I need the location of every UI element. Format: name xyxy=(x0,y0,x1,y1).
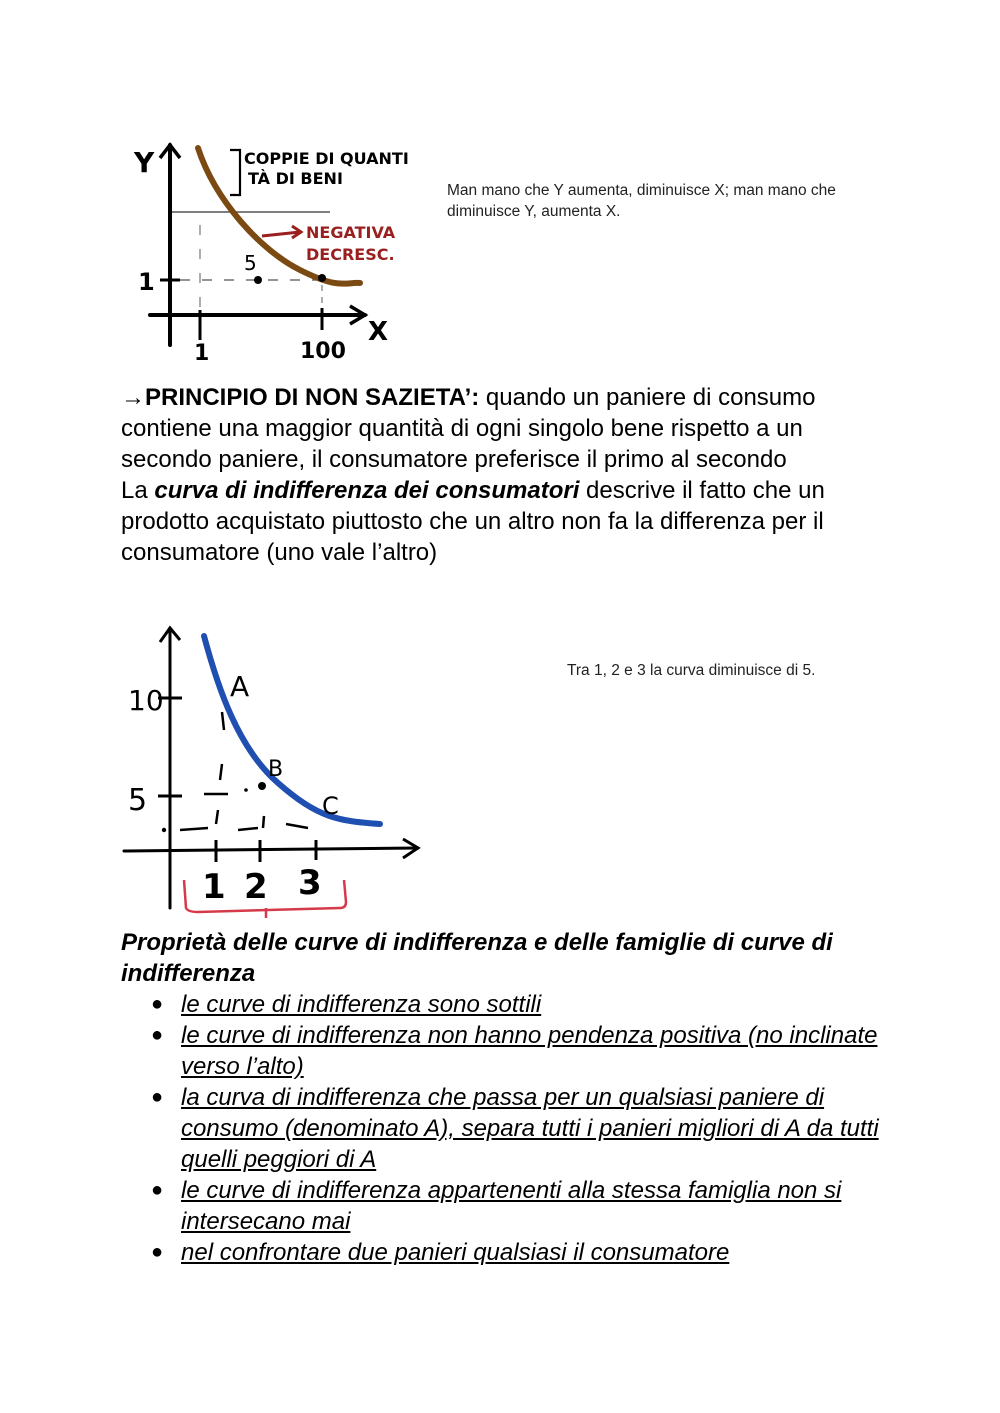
label-coppie-1: COPPIE DI QUANTI xyxy=(244,149,409,168)
point-label-c: C xyxy=(322,792,339,820)
properties-list xyxy=(121,989,881,1268)
point-100 xyxy=(318,274,326,282)
tick-label-x-100: 100 xyxy=(300,339,346,364)
properties-section xyxy=(121,927,881,1268)
point-label-b: B xyxy=(268,757,284,782)
principle-text xyxy=(121,382,881,475)
sketch-2-svg xyxy=(118,618,428,918)
indifference-prefix: La xyxy=(121,477,155,504)
principle-paragraph xyxy=(121,382,881,568)
tick-label-y-1: 1 xyxy=(138,268,155,296)
principle-body: quando un paniere di consumo contiene una maggior quantità di ogni singolo bene rispetto a un secondo paniere, il consumatore preferisce il primo al secondo xyxy=(121,384,816,473)
sketch-1-note: Man mano che Y aumenta, diminuisce X; man mano che diminuisce Y, aumenta X. xyxy=(447,182,836,220)
bullet-icon: ● xyxy=(151,1241,164,1263)
step-mark-b1 xyxy=(220,764,222,780)
indifference-curve xyxy=(204,636,380,824)
label-negativa-2: DECRESC. xyxy=(306,245,395,264)
principle-title: PRINCIPIO DI NON SAZIETA’: xyxy=(145,384,480,411)
properties-heading: Proprietà delle curve di indifferenza e delle famiglie di curve di indifferenza xyxy=(121,929,833,987)
list-item xyxy=(121,1020,881,1082)
arrow-glyph: → xyxy=(121,384,145,411)
sketch-2-note: Tra 1, 2 e 3 la curva diminuisce di 5. xyxy=(567,662,816,679)
step-mark-a xyxy=(222,712,224,730)
point-label-5: 5 xyxy=(244,251,257,275)
point-b-dot xyxy=(258,782,266,790)
list-item-text: nel confrontare due panieri qualsiasi il consumatore xyxy=(181,1239,730,1266)
list-item-text: le curve di indifferenza sono sottili xyxy=(181,991,542,1018)
list-item-text: le curve di indifferenza appartenenti alla stessa famiglia non si intersecano mai xyxy=(181,1177,842,1235)
step-mark-c1 xyxy=(216,810,218,824)
bullet-icon: ● xyxy=(151,1179,164,1201)
list-item xyxy=(121,1082,881,1175)
bullet-icon: ● xyxy=(151,1086,164,1108)
sketch-1-svg xyxy=(120,130,420,365)
x-axis xyxy=(124,848,418,851)
point-5 xyxy=(254,276,262,284)
step-mark-c5 xyxy=(286,824,308,828)
dot-mark xyxy=(244,788,248,792)
step-mark-c3 xyxy=(238,828,258,830)
x-label-1: 1 xyxy=(202,867,226,907)
bullet-icon: ● xyxy=(151,1024,164,1046)
label-x: X xyxy=(368,317,389,347)
step-mark-c4 xyxy=(263,816,264,828)
tick-label-10: 10 xyxy=(128,684,164,717)
indifference-body: descrive il fatto che un prodotto acquistato piuttosto che un altro non fa la differenza per il consumatore (uno vale l’altro) xyxy=(121,477,825,566)
list-item xyxy=(121,1237,881,1268)
point-label-a: A xyxy=(230,670,250,703)
dot-mark-origin xyxy=(162,828,166,832)
bullet-icon: ● xyxy=(151,993,164,1015)
tick-label-5: 5 xyxy=(128,783,148,818)
tick-label-x-1: 1 xyxy=(194,341,210,365)
list-item-text: le curve di indifferenza non hanno pendenza positiva (no inclinate verso l’alto) xyxy=(181,1022,878,1080)
x-label-2: 2 xyxy=(244,867,268,907)
step-mark-c2 xyxy=(180,828,208,830)
label-negativa-1: NEGATIVA xyxy=(306,223,396,242)
label-y: Y xyxy=(134,146,155,179)
bracket-coppie xyxy=(230,150,240,195)
sketch-negative-slope xyxy=(120,130,420,365)
list-item xyxy=(121,989,881,1020)
label-coppie-2: TÀ DI BENI xyxy=(248,169,343,188)
list-item-text: la curva di indifferenza che passa per un qualsiasi paniere di consumo (denominato A), separa tutti i panieri migliori di A da tutti quelli peggiori di A xyxy=(181,1084,879,1173)
indifference-text xyxy=(121,475,881,568)
list-item xyxy=(121,1175,881,1237)
x-label-3: 3 xyxy=(298,863,322,903)
indifference-term: curva di indifferenza dei consumatori xyxy=(154,477,580,504)
sketch-indifference-curve xyxy=(118,618,428,918)
